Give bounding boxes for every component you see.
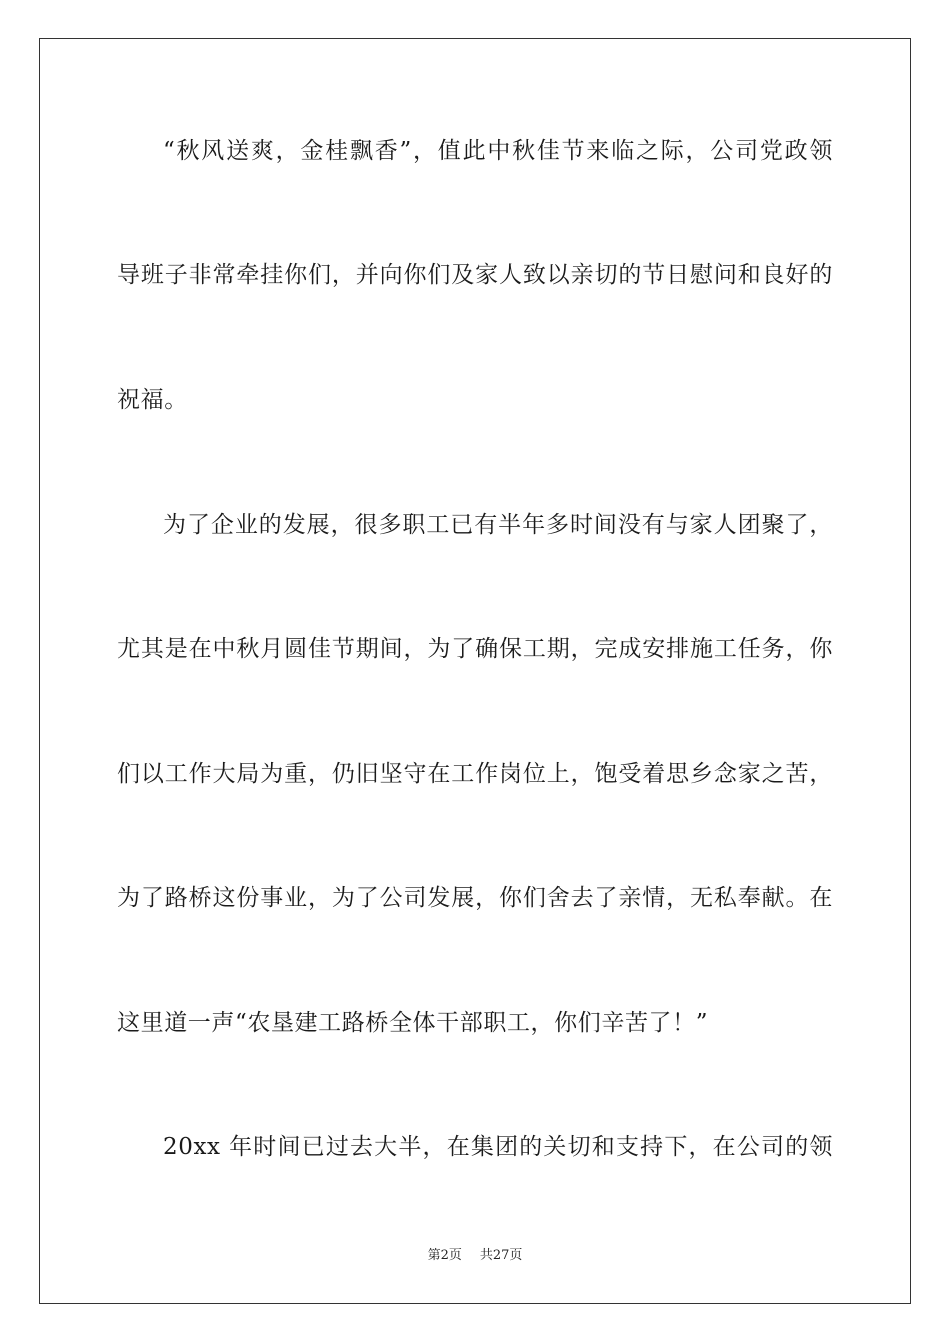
paragraph-line: 尤其是在中秋月圆佳节期间，为了确保工期，完成安排施工任务，你 xyxy=(117,636,833,662)
page-total: 共27页 xyxy=(479,1248,523,1263)
paragraph-line: 祝福。 xyxy=(117,387,188,413)
paragraph-line: 们以工作大局为重，仍旧坚守在工作岗位上，饱受着思乡念家之苦， xyxy=(117,761,833,787)
paragraph-line: 20xx 年时间已过去大半，在集团的关切和支持下，在公司的领 xyxy=(163,1134,833,1160)
paragraph-line: 这里道一声“农垦建工路桥全体干部职工，你们辛苦了！” xyxy=(117,1010,709,1036)
page-border xyxy=(39,38,911,1304)
paragraph-line: 导班子非常牵挂你们，并向你们及家人致以亲切的节日慰问和良好的 xyxy=(117,262,833,288)
page-footer xyxy=(0,1247,950,1265)
paragraph-line: 为了企业的发展，很多职工已有半年多时间没有与家人团聚了， xyxy=(163,512,833,538)
paragraph-line: “秋风送爽，金桂飘香”，值此中秋佳节来临之际，公司党政领 xyxy=(163,138,833,164)
paragraph-line: 为了路桥这份事业，为了公司发展，你们舍去了亲情，无私奉献。在 xyxy=(117,885,833,911)
page-number: 第2页 xyxy=(427,1248,462,1263)
